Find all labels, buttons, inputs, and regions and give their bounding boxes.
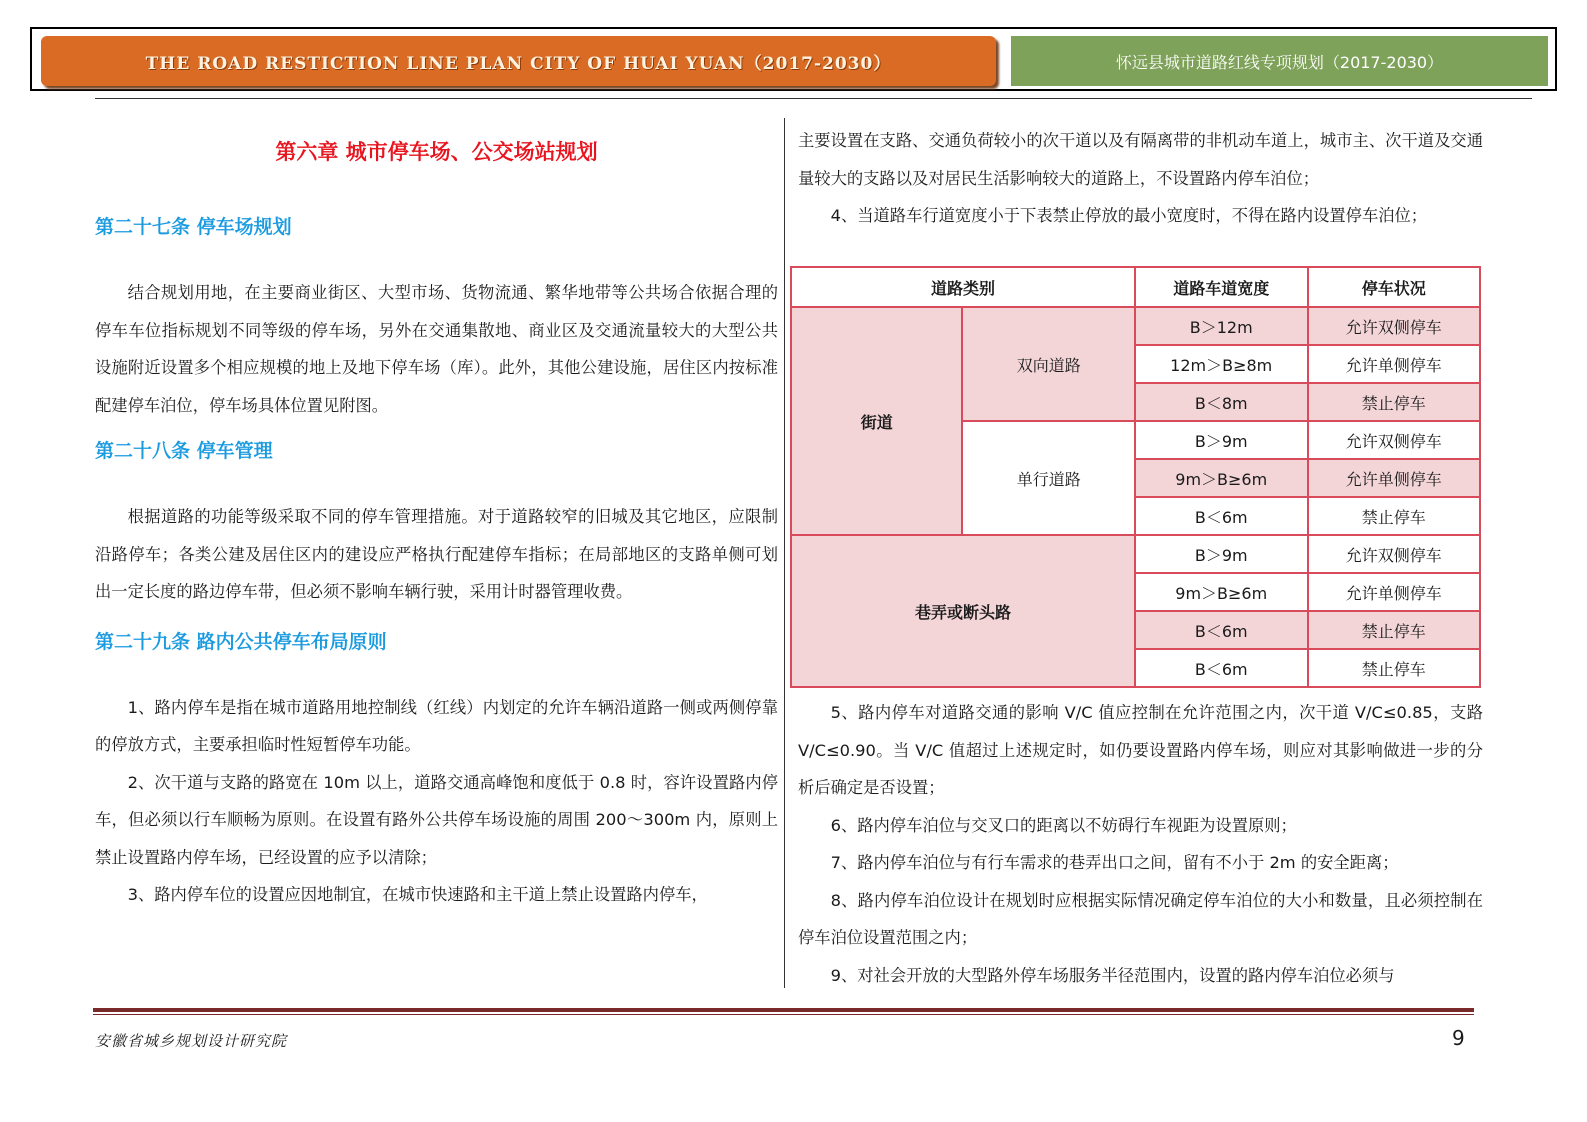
table-row — [791, 535, 1480, 573]
para-8: 8、路内停车泊位设计在规划时应根据实际情况确定停车泊位的大小和数量，且必须控制在停车泊位设置范围之内； — [798, 890, 1483, 947]
status-cell: 禁止停车 — [1308, 649, 1480, 687]
chapter-title: 第六章 城市停车场、公交场站规划 — [275, 140, 598, 164]
width-cell: B＜6m — [1135, 649, 1308, 687]
status-cell: 允许单侧停车 — [1308, 459, 1480, 497]
header-divider — [95, 98, 1532, 99]
category-street: 街道 — [791, 307, 962, 535]
title-cn: 怀远县城市道路红线专项规划（2017-2030） — [1115, 52, 1444, 72]
status-cell: 禁止停车 — [1308, 497, 1480, 535]
header-parking-status: 停车状况 — [1308, 267, 1480, 307]
section-27-text: 结合规划用地，在主要商业街区、大型市场、货物流通、繁华地带等公共场合依据合理的停车车位指标规划不同等级的停车场，另外在交通集散地、商业区及交通流量较大的大型公共设施附近设置多个相应规模的地上及地下停车场（库）。此外，其他公建设施，居住区内按标准配建停车泊位，停车场具体位置见附图。 — [95, 283, 778, 415]
subcategory-one-way: 单行道路 — [962, 421, 1134, 535]
column-divider — [784, 118, 785, 988]
width-cell: 9m＞B≥6m — [1135, 459, 1308, 497]
title-cn-box — [1011, 36, 1548, 86]
status-cell: 禁止停车 — [1308, 611, 1480, 649]
section-28-title: 第二十八条 停车管理 — [95, 440, 273, 462]
width-cell: B＞12m — [1135, 307, 1308, 345]
para-5: 5、路内停车对道路交通的影响 V/C 值应控制在允许范围之内，次干道 V/C≤0.85，支路 V/C≤0.90。当 V/C 值超过上述规定时，如仍要设置路内停车场，则应对其影响做进一步的分析后确定是否设置； — [798, 703, 1483, 797]
para-4: 4、当道路车行道宽度小于下表禁止停放的最小宽度时，不得在路内设置停车泊位； — [830, 206, 1428, 225]
section-28-text: 根据道路的功能等级采取不同的停车管理措施。对于道路较窄的旧城及其它地区，应限制沿路停车；各类公建及居住区内的建设应严格执行配建停车指标；在局部地区的支路单侧可划出一定长度的路边停车带，但必须不影响车辆行驶，采用计时器管理收费。 — [95, 507, 778, 601]
section-29-title: 第二十九条 路内公共停车布局原则 — [95, 630, 387, 653]
status-cell: 禁止停车 — [1308, 383, 1480, 421]
width-cell: 9m＞B≥6m — [1135, 573, 1308, 611]
right-column-lower — [798, 694, 1483, 994]
footer-divider — [93, 1008, 1474, 1012]
left-column — [95, 120, 778, 914]
section-27-title: 第二十七条 停车场规划 — [95, 216, 292, 238]
right-column — [798, 120, 1483, 235]
para-7: 7、路内停车泊位与有行车需求的巷弄出口之间，留有不小于 2m 的安全距离； — [830, 853, 1399, 872]
footer-organization: 安徽省城乡规划设计研究院 — [95, 1032, 288, 1050]
table-row — [791, 307, 1480, 345]
category-alley: 巷弄或断头路 — [791, 535, 1135, 687]
parking-width-table — [790, 266, 1481, 688]
header-banner — [30, 27, 1557, 91]
status-cell: 允许双侧停车 — [1308, 421, 1480, 459]
width-cell: B＞9m — [1135, 421, 1308, 459]
title-en-box — [41, 36, 996, 86]
para-3-continued: 主要设置在支路、交通负荷较小的次干道以及有隔离带的非机动车道上，城市主、次干道及交通量较大的支路以及对居民生活影响较大的道路上，不设置路内停车泊位； — [798, 131, 1483, 188]
status-cell: 允许单侧停车 — [1308, 345, 1480, 383]
status-cell: 允许双侧停车 — [1308, 307, 1480, 345]
status-cell: 允许双侧停车 — [1308, 535, 1480, 573]
subcategory-two-way: 双向道路 — [962, 307, 1134, 421]
section-29-para-2: 2、次干道与支路的路宽在 10m 以上，道路交通高峰饱和度低于 0.8 时，容许设置路内停车，但必须以行车顺畅为原则。在设置有路外公共停车场设施的周围 200～300m 内，原则上禁止设置路内停车场，已经设置的应予以清除； — [95, 772, 778, 867]
width-cell: 12m＞B≥8m — [1135, 345, 1308, 383]
section-29-para-3: 3、路内停车位的设置应因地制宜，在城市快速路和主干道上禁止设置路内停车， — [127, 885, 708, 904]
width-cell: B＞9m — [1135, 535, 1308, 573]
header-lane-width: 道路车道宽度 — [1135, 267, 1308, 307]
page-number: 9 — [1452, 1026, 1465, 1050]
header-road-category: 道路类别 — [791, 267, 1135, 307]
footer-divider-thin — [93, 1014, 1474, 1015]
width-cell: B＜6m — [1135, 497, 1308, 535]
para-9: 9、对社会开放的大型路外停车场服务半径范围内，设置的路内停车泊位必须与 — [830, 965, 1395, 985]
section-29-para-1: 1、路内停车是指在城市道路用地控制线（红线）内划定的允许车辆沿道路一侧或两侧停靠的停放方式，主要承担临时性短暂停车功能。 — [95, 697, 778, 754]
status-cell: 允许单侧停车 — [1308, 573, 1480, 611]
title-en: THE ROAD RESTICTION LINE PLAN CITY OF HUAI YUAN（2017-2030） — [145, 53, 892, 74]
table-header-row — [791, 267, 1480, 307]
width-cell: B＜8m — [1135, 383, 1308, 421]
width-cell: B＜6m — [1135, 611, 1308, 649]
para-6: 6、路内停车泊位与交叉口的距离以不妨碍行车视距为设置原则； — [830, 815, 1297, 835]
